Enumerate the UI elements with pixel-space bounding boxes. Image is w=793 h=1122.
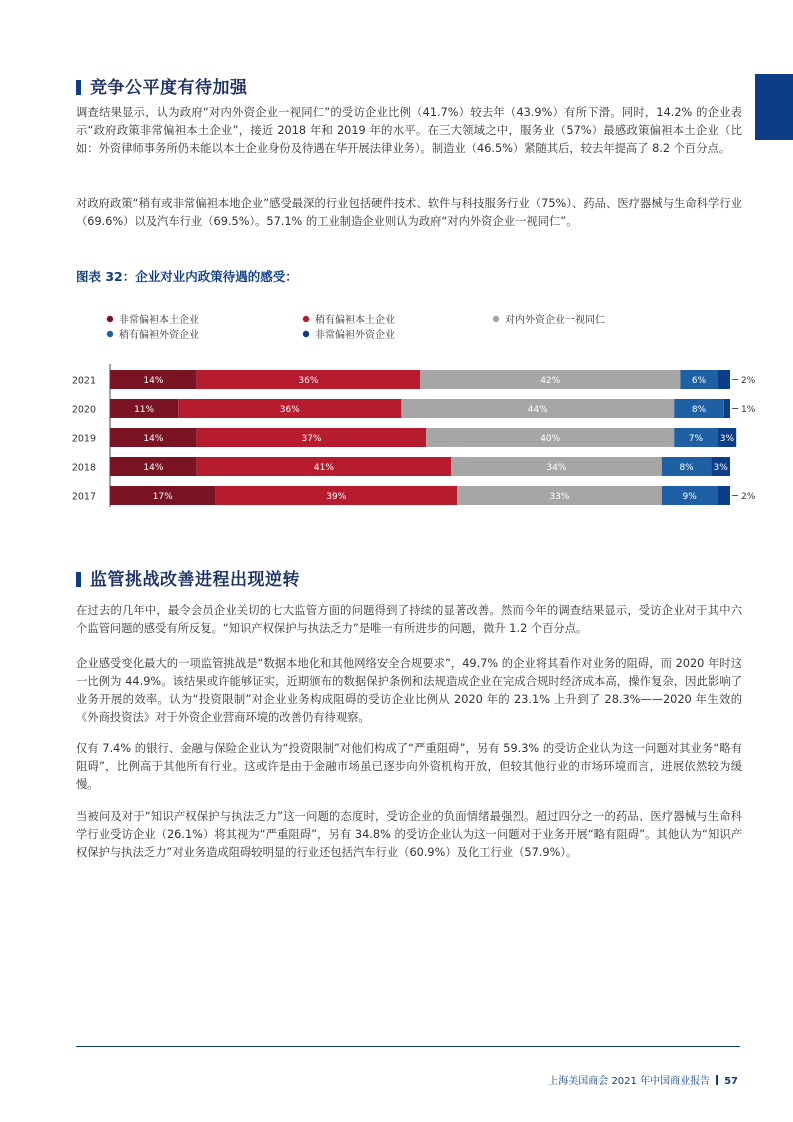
paragraph: 在过去的几年中，最令会员企业关切的七大监管方面的问题得到了持续的显著改善。然而今年的调查结果显示，受访企业对于其中六个监管问题的感受有所反复。“知识产权保护与执法乏力”是唯一有所进步的问题，微升 1.2 个百分点。 xyxy=(76,604,742,635)
section-side-tab xyxy=(755,74,793,140)
data-label: 2% xyxy=(741,376,756,386)
footer-report-title: 上海美国商会 2021 年中国商业报告 xyxy=(548,1076,711,1087)
stacked-bar-chart xyxy=(60,305,756,515)
y-tick-label: 2017 xyxy=(71,491,96,503)
paragraph: 当被问及对于“知识产权保护与执法乏力”这一问题的态度时，受访企业的负面情绪最强烈。超过四分之一的药品、医疗器械与生命科学行业受访企业（26.1%）将其视为“严重阻碍”，另有 34.8% 的受访企业认为这一问题对于业务开展“略有阻碍”。其他认为“知识产权保护与执法乏力”对业务造成阻碍较明显的行业还包括汽车行业（60.9%）及化工行业（57.9%）。 xyxy=(76,810,742,859)
heading-marker xyxy=(76,572,81,587)
data-label: 40% xyxy=(540,434,561,444)
section-heading-regulatory xyxy=(76,565,300,590)
data-label: 42% xyxy=(540,376,561,386)
bar-segment xyxy=(724,399,730,418)
data-label: 14% xyxy=(143,376,164,386)
data-label: 34% xyxy=(546,463,567,473)
legend-marker xyxy=(303,331,309,337)
heading-text: 监管挑战改善进程出现逆转 xyxy=(90,570,300,590)
data-label: 3% xyxy=(719,434,735,444)
y-tick-label: 2021 xyxy=(71,375,96,387)
paragraph: 对政府政策“稍有或非常偏袒本地企业”感受最深的行业包括硬件技术、软件与科技服务行业（75%）、药品、医疗器械与生命科学行业（69.6%）以及汽车行业（69.5%）。57.1% 的工业制造企业则认为政府“对内外资企业一视同仁”。 xyxy=(76,197,742,228)
data-label: 2% xyxy=(741,492,756,502)
data-label: 8% xyxy=(679,463,694,473)
paragraph: 仅有 7.4% 的银行、金融与保险企业认为“投资限制”对他们构成了“严重阻碍”，另有 59.3% 的受访企业认为这一问题对其业务“略有阻碍”，比例高于其他所有行业。这或许是由于金融市场虽已逐步向外资机构开放，但较其他行业的市场环境而言，进展依然较为缓慢。 xyxy=(76,742,742,791)
data-label: 36% xyxy=(298,376,319,386)
legend-label: 对内外资企业一视同仁 xyxy=(505,315,605,326)
legend-marker xyxy=(107,316,113,322)
data-label: 9% xyxy=(682,492,697,502)
heading-marker xyxy=(76,80,81,95)
legend-label: 稍有偏袒本土企业 xyxy=(315,315,395,326)
data-label: 11% xyxy=(134,405,155,415)
data-label: 37% xyxy=(301,434,322,444)
paragraph: 调查结果显示，认为政府“对内外资企业一视同仁”的受访企业比例（41.7%）较去年（43.9%）有所下滑。同时，14.2% 的企业表示“政府政策非常偏袒本土企业”，接近 2018 年和 2019 年的水平。在三大领域之中，服务业（57%）最感政策偏袒本土企业（比如：外资律师事务所仍未能以本土企业身份及待遇在华开展法律业务）。制造业（46.5%）紧随其后，较去年提高了 8.2 个百分点。 xyxy=(76,106,742,155)
data-label: 17% xyxy=(152,492,173,502)
y-tick-label: 2018 xyxy=(71,462,96,474)
y-tick-label: 2019 xyxy=(71,433,96,445)
data-label: 1% xyxy=(741,405,756,415)
data-label: 7% xyxy=(688,434,704,444)
legend-label: 稍有偏袒外资企业 xyxy=(119,330,199,341)
data-label: 36% xyxy=(279,405,300,415)
data-label: 41% xyxy=(313,463,334,473)
data-label: 3% xyxy=(713,463,728,473)
section-heading-competition xyxy=(76,73,248,98)
bar-segment xyxy=(718,486,730,505)
data-label: 44% xyxy=(527,405,548,415)
footer-separator xyxy=(716,1075,718,1085)
data-label: 33% xyxy=(549,492,570,502)
data-label: 14% xyxy=(143,434,164,444)
y-tick-label: 2020 xyxy=(71,404,96,416)
legend-label: 非常偏袒外资企业 xyxy=(315,330,395,341)
footer-divider xyxy=(76,1046,740,1047)
chart-title: 图表 32：企业对业内政策待遇的感受： xyxy=(76,269,298,284)
legend-marker xyxy=(303,316,309,322)
paragraph: 企业感受变化最大的一项监管挑战是“数据本地化和其他网络安全合规要求”，49.7% 的企业将其看作对业务的阻碍，而 2020 年时这一比例为 44.9%。该结果或许能够证实，近期颁布的数据保护条例和法规造成企业在完成合规时经济成本高，操作复杂，因此影响了业务开展的效率。认为“投资限制”对企业业务构成阻碍的受访企业比例从 2020 年的 23.1% 上升到了 28.3%——2020 年生效的《外商投资法》对于外资企业营商环境的改善仍有待观察。 xyxy=(76,657,742,724)
data-label: 39% xyxy=(326,492,347,502)
page-number: 57 xyxy=(724,1076,738,1087)
heading-text: 竞争公平度有待加强 xyxy=(90,78,248,98)
bar-segment xyxy=(718,370,730,389)
legend-label: 非常偏袒本土企业 xyxy=(119,315,199,326)
data-label: 6% xyxy=(691,376,707,386)
data-label: 8% xyxy=(691,405,707,415)
legend-marker xyxy=(493,316,499,322)
legend-marker xyxy=(107,331,113,337)
footer xyxy=(548,1072,738,1087)
data-label: 14% xyxy=(143,463,164,473)
